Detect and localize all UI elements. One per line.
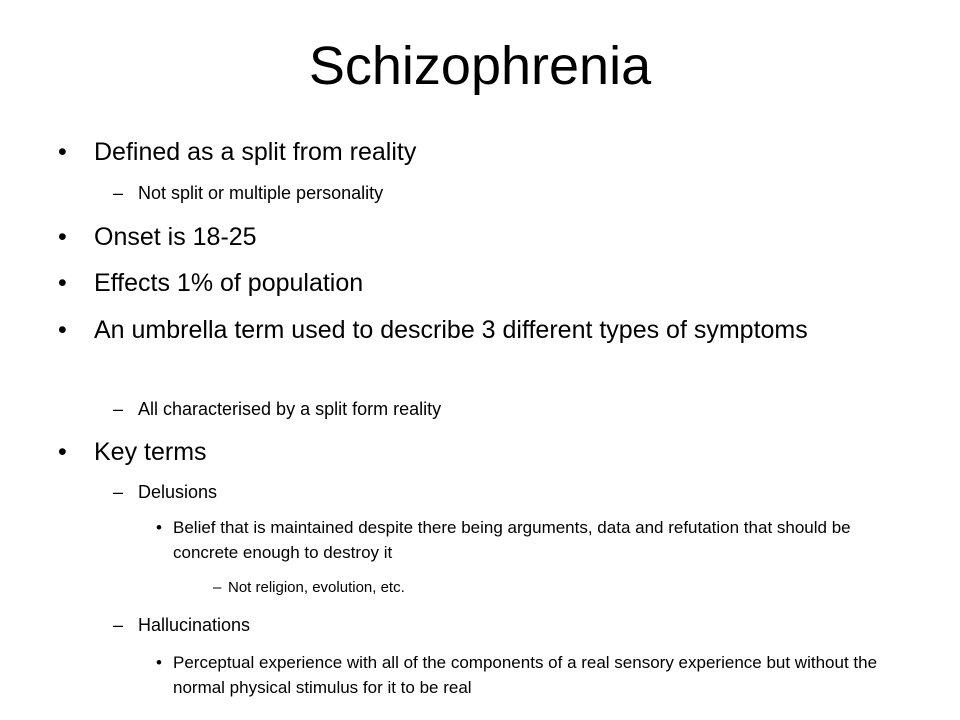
bullet-marker: •	[156, 518, 162, 537]
bullet-text: Onset is 18-25	[94, 223, 257, 251]
bullet-text: An umbrella term used to describe 3 different types of symptoms	[94, 316, 808, 344]
bullet-marker: •	[58, 223, 67, 251]
sub-item-text: All characterised by a split form reality	[138, 399, 442, 419]
sub-item	[113, 480, 908, 504]
dash-marker: –	[113, 615, 124, 635]
dash-marker: –	[113, 482, 124, 502]
bullet-item	[58, 314, 904, 346]
sub-sub-item-text: Belief that is maintained despite there being arguments, data and refutation that should be concrete enough to destroy it	[173, 518, 851, 562]
bullet-marker: •	[156, 653, 162, 672]
slide-title: Schizophrenia	[308, 36, 652, 96]
dash-marker: –	[113, 399, 124, 419]
sub-sub-item	[156, 515, 913, 565]
bullet-text: Defined as a split from reality	[94, 138, 417, 166]
sub-item-text: Delusions	[138, 482, 218, 502]
sub-item-text: Not split or multiple personality	[138, 183, 384, 203]
bullet-text: Key terms	[94, 438, 207, 466]
bullet-item	[58, 267, 904, 299]
bullet-text: Effects 1% of population	[94, 269, 364, 297]
sub-item	[113, 613, 908, 637]
sub-item-text: Hallucinations	[138, 615, 251, 635]
bullet-marker: •	[58, 269, 67, 297]
sub-item	[113, 181, 908, 205]
bullet-marker: •	[58, 138, 67, 166]
bullet-item	[58, 436, 904, 468]
bullet-item	[58, 221, 904, 253]
bullet-marker: •	[58, 438, 67, 466]
sub-sub-item-text: Perceptual experience with all of the components of a real sensory experience but without the normal physical stimulus for it to be real	[173, 653, 878, 697]
sub-sub-item	[156, 650, 913, 700]
sub-item	[113, 397, 908, 421]
dash-marker: –	[113, 183, 124, 203]
bullet-item	[58, 136, 904, 168]
bullet-marker: •	[58, 316, 67, 344]
level4-item-text: Not religion, evolution, etc.	[228, 579, 405, 596]
level4-item	[213, 578, 908, 598]
dash-marker: –	[213, 579, 222, 596]
